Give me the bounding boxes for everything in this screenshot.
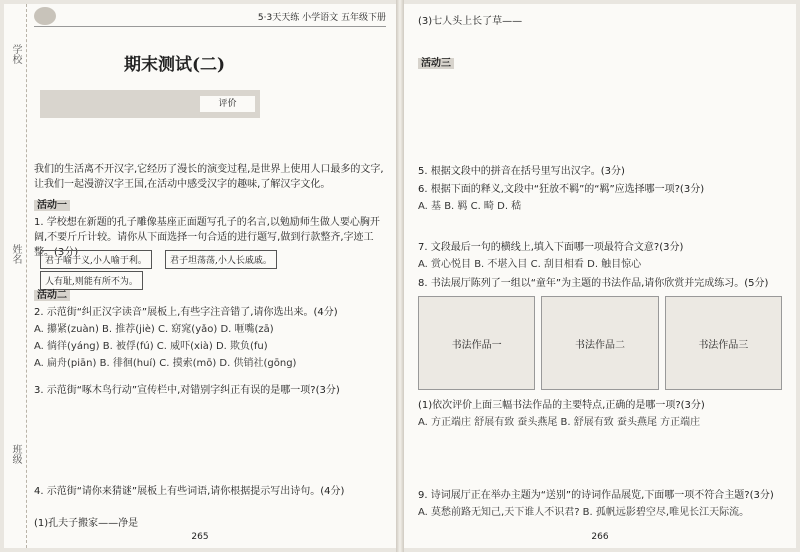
binding-strip: [4, 4, 27, 548]
question-5: 5. 根据文段中的拼音在括号里写出汉字。(3分): [418, 166, 625, 177]
intro-paragraph: 我们的生活离不开汉字,它经历了漫长的演变过程,是世界上使用人口最多的文字,让我们一起漫游汉字王国,在活动中感受汉字的趣味,了解汉字文化。: [34, 164, 384, 190]
question-8: 8. 书法展厅陈列了一组以“童年”为主题的书法作品,请你欣赏并完成练习。(5分): [418, 278, 769, 289]
calligraphy-samples: [418, 296, 782, 390]
q7-options: A. 赏心悦目 B. 不堪入目 C. 刮目相看 D. 触目惊心: [418, 259, 642, 270]
grade: 五年级下册: [340, 13, 386, 23]
binding-label-name: 姓名: [10, 244, 21, 264]
calligraphy-work-1: 书法作品一: [418, 296, 535, 390]
score-label: 评价: [200, 96, 255, 112]
saying-1: 君子喻于义,小人喻于利。: [40, 250, 152, 269]
question-9: 9. 诗词展厅正在举办主题为“送别”的诗词作品展览,下面哪一项不符合主题?(3分): [418, 490, 774, 501]
saying-2: 君子坦荡荡,小人长戚戚。: [165, 250, 277, 269]
q8-part-1: (1)依次评价上面三幅书法作品的主要特点,正确的是哪一项?(3分): [418, 400, 705, 411]
question-4: 4. 示范街“请你来猜谜”展板上有些词语,请你根据提示写出诗句。(4分): [34, 486, 345, 497]
question-6: 6. 根据下面的释义,文段中“狂放不羁”的“羁”应选择哪一项?(3分): [418, 184, 705, 195]
book-spine: [396, 0, 404, 552]
subject: 小学语文: [302, 13, 339, 23]
q2-option-row-3: A. 扁舟(piān) B. 徘徊(huí) C. 摸索(mō) D. 供销社(gōng): [34, 358, 297, 369]
q6-options: A. 基 B. 羁 C. 畸 D. 嵇: [418, 201, 522, 212]
q2-option-row-2: A. 徜徉(yáng) B. 被俘(fú) C. 威吓(xià) D. 欺负(fu): [34, 341, 268, 352]
activity-tag: 活动二: [34, 290, 70, 301]
activity-tag: 活动三: [418, 58, 454, 69]
left-page: [4, 4, 396, 548]
activity-2-label: [34, 288, 386, 303]
running-header: [34, 10, 386, 27]
activity-1-label: [34, 198, 386, 213]
question-7: 7. 文段最后一句的横线上,填入下面哪一项最符合文意?(3分): [418, 242, 684, 253]
score-box: [40, 90, 260, 118]
question-2: 2. 示范街“纠正汉字读音”展板上,有些字注音错了,请你选出来。(4分): [34, 307, 338, 318]
saying-options: [40, 248, 396, 290]
saying-3: 人有耻,则能有所不为。: [40, 271, 143, 290]
q2-option-row-1: A. 攥紧(zuàn) B. 推荐(jiè) C. 窈窕(yǎo) D. 咂嘴(zā): [34, 324, 274, 335]
activity-3-label: [418, 56, 782, 71]
right-page: [404, 4, 796, 548]
series-logo-icon: [34, 7, 56, 25]
calligraphy-work-2: 书法作品二: [541, 296, 658, 390]
page-number: 265: [191, 532, 209, 542]
series-name: 5·3天天练: [257, 13, 300, 23]
page-number: 266: [591, 532, 609, 542]
question-1: 1. 学校想在新题的孔子雕像基座正面题写孔子的名言,以勉励师生做人要心胸开阔,不要斤斤计较。请你从下面选择一句合适的进行题写,做到行款整齐,字迹工整。(3分): [34, 217, 380, 258]
binding-label-school: 学校: [10, 44, 21, 64]
q4-line-3: (3)七人头上长了草——: [418, 16, 523, 27]
activity-tag: 活动一: [34, 200, 70, 211]
q8-options: A. 方正端庄 舒展有致 蚕头燕尾 B. 舒展有致 蚕头燕尾 方正端庄: [418, 417, 701, 428]
binding-label-class: 班级: [10, 444, 21, 464]
exam-title: 期末测试(二): [124, 55, 226, 75]
question-3: 3. 示范街“啄木鸟行动”宣传栏中,对错别字纠正有误的是哪一项?(3分): [34, 385, 340, 396]
q4-line-1: (1)孔夫子搬家——净是: [34, 518, 139, 529]
q9-options: A. 莫愁前路无知己,天下谁人不识君? B. 孤帆远影碧空尽,唯见长江天际流。: [418, 507, 750, 518]
calligraphy-work-3: 书法作品三: [665, 296, 782, 390]
